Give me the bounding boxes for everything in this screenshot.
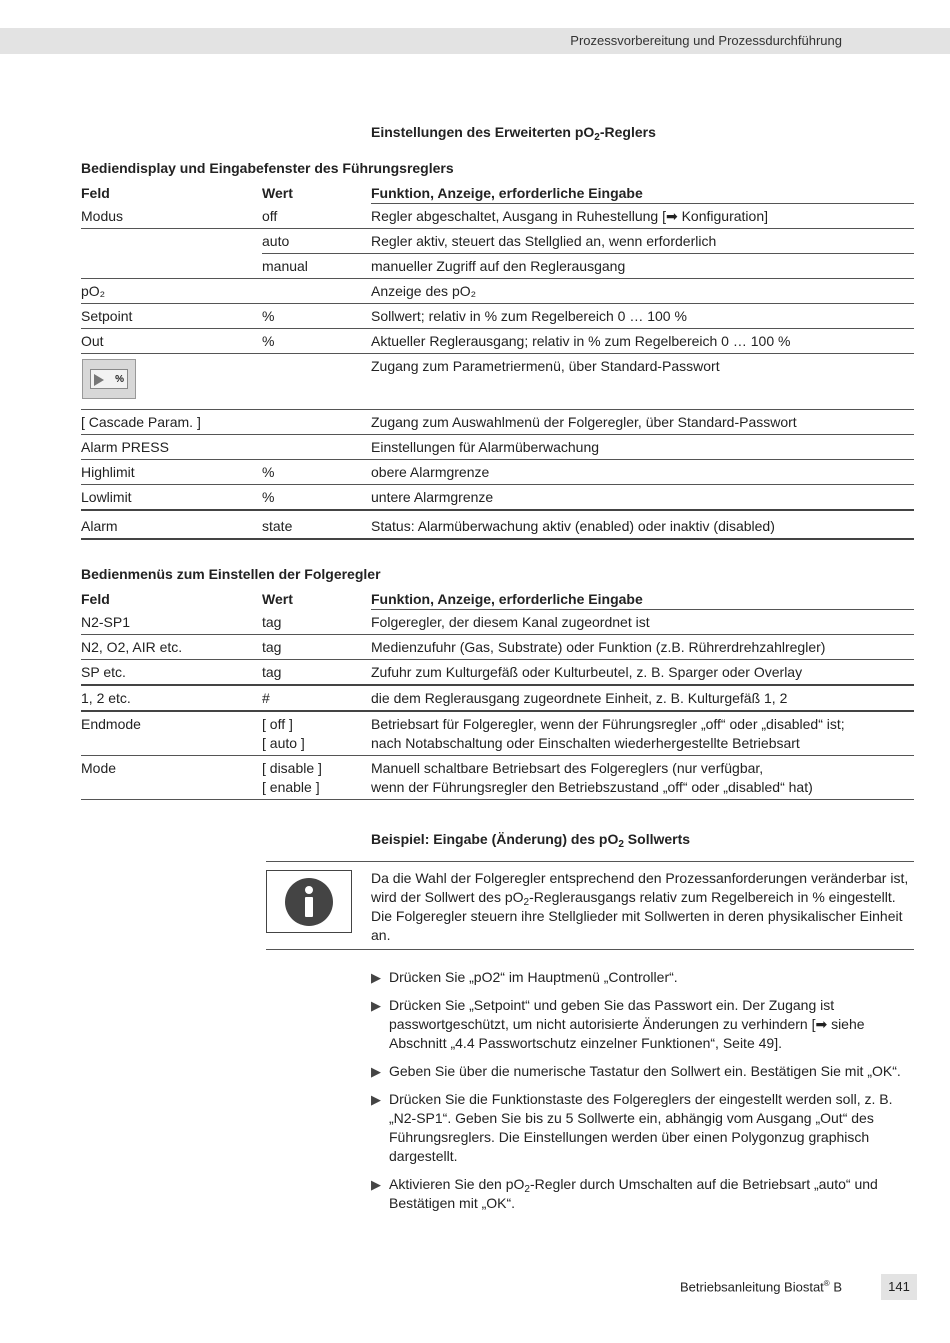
step-item: ▶ Drücken Sie „Setpoint“ und geben Sie das Passwort ein. Der Zugang ist passwortgeschützt, um nicht autorisierte Änderungen zu verhindern [➡ siehe Abschnitt „4.4 Passwortschutz einzelner Funktionen“, Seite 49]. (371, 997, 865, 1051)
percent-icon-label: % (90, 369, 128, 389)
info-note: Da die Wahl der Folgeregler entsprechend den Prozessanforderungen veränderbar ist, wird der Sollwert des $pO_2$-Reglerausgangs relativ zum Regelbereich in % eingestellt. Die Folgeregler steuern ihre Stellglieder mit Sollwerten in deren physikalischer Einheit an. (371, 870, 909, 943)
table-row: Mode [ disable ] [ enable ] Manuell schaltbare Betriebsart des Folgereglers (nur verfügbar, wenn der Führungsregler den Betriebszustand „off“ oder „disabled“ hat) (81, 756, 914, 800)
table-row: 1, 2 etc. # die dem Reglerausgang zugeordnete Einheit, z. B. Kulturgefäß 1, 2 (81, 685, 914, 711)
info-box (266, 870, 352, 933)
step-item: ▶ Drücken Sie „pO2“ im Hauptmenü „Controller“. (371, 969, 678, 985)
table-row: [ Cascade Param. ] Zugang zum Auswahlmenü der Folgeregler, über Standard-Passwort (81, 410, 914, 435)
step-item: ▶ Aktivieren Sie den $pO_2$-Regler durch Umschalten auf die Betriebsart „auto“ und Bestätigen mit „OK“. (371, 1176, 878, 1211)
table-slave-controllers (81, 588, 914, 800)
triangle-bullet-icon: ▶ (371, 970, 381, 985)
triangle-bullet-icon: ▶ (371, 1064, 381, 1079)
table-header: Feld Wert Funktion, Anzeige, erforderliche Eingabe (81, 588, 914, 610)
table-row: SP etc. tag Zufuhr zum Kulturgefäß oder Kulturbeutel, z. B. Sparger oder Overlay (81, 660, 914, 686)
header-bar (0, 28, 950, 54)
table-row: Highlimit % obere Alarmgrenze (81, 460, 914, 485)
table-row: auto Regler aktiv, steuert das Stellglied an, wenn erforderlich (81, 229, 914, 254)
table-header: Feld Wert Funktion, Anzeige, erforderliche Eingabe (81, 182, 914, 204)
section-title: Einstellungen des Erweiterten $pO_2$-Reglers (371, 124, 656, 143)
parameter-menu-icon (82, 359, 136, 399)
footer-doc-title: Betriebsanleitung Biostat® B (679, 1279, 842, 1295)
info-icon (284, 877, 334, 927)
triangle-bullet-icon: ▶ (371, 1177, 381, 1192)
table2-caption: Bedienmenüs zum Einstellen der Folgeregler (81, 566, 381, 582)
triangle-bullet-icon: ▶ (371, 1092, 381, 1107)
table-row: manual manueller Zugriff auf den Reglerausgang (81, 254, 914, 279)
table-row: Endmode [ off ] [ auto ] Betriebsart für Folgeregler, wenn der Führungsregler „off“ oder „disabled“ ist; nach Notabschaltung oder Einschalten wiederhergestellte Betriebsart (81, 711, 914, 756)
table-row: Modus off Regler abgeschaltet, Ausgang in Ruhestellung [➡ Konfiguration] (81, 204, 914, 229)
example-title: Beispiel: Eingabe (Änderung) des $pO_2$ Sollwerts (371, 831, 691, 850)
table-row: N2-SP1 tag Folgeregler, der diesem Kanal zugeordnet ist (81, 610, 914, 635)
chapter-title: Prozessvorbereitung und Prozessdurchführung (570, 33, 842, 48)
table1-caption: Bediendisplay und Eingabefenster des Führungsreglers (81, 160, 454, 176)
table-row: Lowlimit % untere Alarmgrenze (81, 485, 914, 511)
table-row: % Zugang zum Parametriermenü, über Standard-Passwort (81, 354, 914, 410)
table-row: pO₂ Anzeige des pO₂ (81, 279, 914, 304)
table-row: Alarm state Status: Alarmüberwachung aktiv (enabled) oder inaktiv (disabled) (81, 510, 914, 539)
table-row: Out % Aktueller Reglerausgang; relativ in % zum Regelbereich 0 … 100 % (81, 329, 914, 354)
page-number: 141 (881, 1274, 917, 1300)
step-item: ▶ Drücken Sie die Funktionstaste des Folgereglers der eingestellt werden soll, z. B. „N2-SP1“. Geben Sie bis zu 5 Sollwerte ein, abhängig vom Ausgang „Out“ des Führungsreglers. Die Einstellungen werden über einen Polygonzug graphisch dargestellt. (371, 1091, 893, 1164)
info-rule-top (266, 861, 914, 862)
table-row: N2, O2, AIR etc. tag Medienzufuhr (Gas, Substrate) oder Funktion (z.B. Rührerdrehzahlregler) (81, 635, 914, 660)
step-item: ▶ Geben Sie über die numerische Tastatur den Sollwert ein. Bestätigen Sie mit „OK“. (371, 1063, 901, 1079)
table-row: Alarm PRESS Einstellungen für Alarmüberwachung (81, 435, 914, 460)
triangle-bullet-icon: ▶ (371, 998, 381, 1013)
table-row: Setpoint % Sollwert; relativ in % zum Regelbereich 0 … 100 % (81, 304, 914, 329)
step-list (371, 968, 916, 1222)
info-rule-bottom (266, 949, 914, 950)
table-master-controller (81, 182, 914, 540)
